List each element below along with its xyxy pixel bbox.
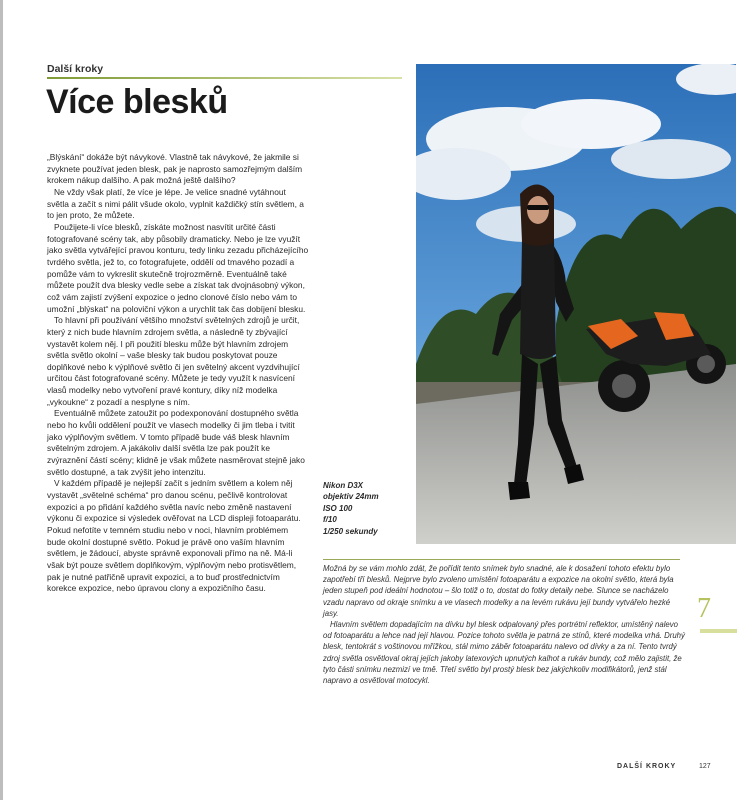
photo-info-shutter: 1/250 sekundy bbox=[323, 526, 378, 536]
photo-illustration bbox=[416, 64, 736, 544]
photo-info-aperture: f/10 bbox=[323, 515, 337, 525]
photo-info-iso: ISO 100 bbox=[323, 503, 353, 513]
photo-caption bbox=[323, 563, 685, 686]
page-number: 127 bbox=[699, 763, 711, 770]
caption-rule bbox=[323, 559, 680, 560]
section-label: Další kroky bbox=[47, 63, 104, 75]
body-paragraph: Eventuálně můžete zatoužit po podexponování dostupného světla nebo ho kvůli oddělení použít ve vlasech modelky či jim tleba i tvitit jako výplňovým světlem. V tomto případě bude váš blesk hlavním světelným zdrojem. A jakákoliv další světla lze pak použít ke zvýraznění částí scény; klidně je však můžete nasměrovat stejně jako světlo dostupné, a tak zvýšit jeho intenzitu. bbox=[47, 408, 305, 477]
footer-section-label: DALŠÍ KROKY bbox=[617, 763, 677, 770]
page-title: Více blesků bbox=[46, 83, 228, 121]
body-paragraph: Ne vždy však platí, že více je lépe. Je velice snadné vytáhnout světla a začít s nimi pálit všude okolo, vyplnit každičký stín světlem, a to jen proto, že můžete. bbox=[47, 186, 304, 221]
photo-info bbox=[323, 480, 413, 537]
chapter-number: 7 bbox=[697, 593, 711, 624]
photo-info-lens: objektiv 24mm bbox=[323, 492, 379, 502]
body-text bbox=[47, 152, 309, 595]
body-paragraph: V každém případě je nejlepší začít s jedním světlem a kolem něj vystavět „světelné schéma“ pro danou scénu, pečlivě kontrolovat expozici a po přidání každého světla navíc nebo změně nastavení výkonu či expozice si výsledek ověřovat na LCD displeji fotoaparátu. Pokud nefotíte v temném studiu nebo v noci, hlavním problémem bude okolní dostupné světlo. Pokud je právě ono vaším hlavním světlem, je žádoucí, abyste správně exponovali přímo na ně. Má-li však být pouze světlem doplňkovým, výplňovým nebo protisvětlem, pak je nutné patřičně upravit expozici, a to buď prostřednictvím korekce expozice, nebo úpravou clony a expozičního času. bbox=[47, 478, 301, 594]
caption-paragraph: Hlavním světlem dopadajícím na dívku byl blesk odpalovaný přes portrétní reflektor, umístěný nalevo od fotoaparátu a lehce nad její hlavou. Pozice tohoto světla je patrná ze stínů, které modelka vrhá. Druhý blesk, tentokrát s voštinovou mřížkou, stál mimo záběr fotoaparátu nalevo od dívky a za ní. Tento tvrdý zdroj světla osvětloval okraj jejích jakoby latexových upnutých kalhot a rukáv bundy, což mělo zajistit, že tyto části snímku nezmizí ve tmě. Třetí světlo byl prostý blesk bez jakýchkoliv modifikátorů, jenž stál napravo a osvětloval motocykl. bbox=[323, 620, 685, 686]
photo-model-with-motorcycle bbox=[416, 64, 736, 544]
body-paragraph: To hlavní při používání většího množství světelných zdrojů je určit, který z nich bude hlavním zdrojem světla, a následně ty zbývající vystavět kolem něj. I při použití blesku může být hlavním zdrojem světla světlo okolní – vaše blesky tak budou poskytovat pouze doplňkové nebo k výplňové světlo či jen světelný akcent vyzdvihující určitou část fotografované scény. Můžete je tedy využít k nasvícení vlasů modelky nebo vytvoření pravé kontury, díky níž modelka „vykoukne“ z pozadí a nesplyne s ním. bbox=[47, 315, 300, 407]
chapter-bar bbox=[700, 629, 737, 633]
page-gutter-edge bbox=[0, 0, 3, 800]
body-paragraph: Použijete-li více blesků, získáte možnost nasvítit určité části fotografované scény tak, aby působily dramaticky. Nebo je lze využít jako světla vytvářející pravou konturu, tedy linku zezadu přicházejícího tvrdého světla, jež to, co fotografujete, oddělí od tmavého pozadí a pomůže vám to vykreslit skutečně trojrozměrně. Eventuálně také můžete použít dva blesky vedle sebe a získat tak dvojnásobný výkon, což vám zajistí zvýšení expozice o jedno clonové číslo nebo vám to umožní „blýskat“ na poloviční výkon a urychlit tak čas dobíjení blesku. bbox=[47, 221, 309, 314]
body-paragraph: „Blýskání“ dokáže být návykové. Vlastně tak návykové, že jakmile si zvyknete používat jeden blesk, pak je naprosto samozřejmým dalším krokem nákup dalšího. A pak možná ještě dalšího? bbox=[47, 152, 303, 186]
header-rule bbox=[47, 77, 402, 79]
caption-paragraph: Možná by se vám mohlo zdát, že pořídit tento snímek bylo snadné, ale k dosažení tohoto efektu bylo zapotřebí tří blesků. Nejprve bylo zvoleno umístění fotoaparátu a expozice na okolní světlo, která byla jeden stupeň pod ideální hodnotou – šlo totiž o to, dostat do fotky detaily nebe. Slunce se nacházelo vzadu napravo od okraje snímku a ve vlasech modelky a na levém rukávu její bundy vytvářelo hezké jasy. bbox=[323, 564, 674, 618]
photo-info-camera: Nikon D3X bbox=[323, 481, 364, 490]
